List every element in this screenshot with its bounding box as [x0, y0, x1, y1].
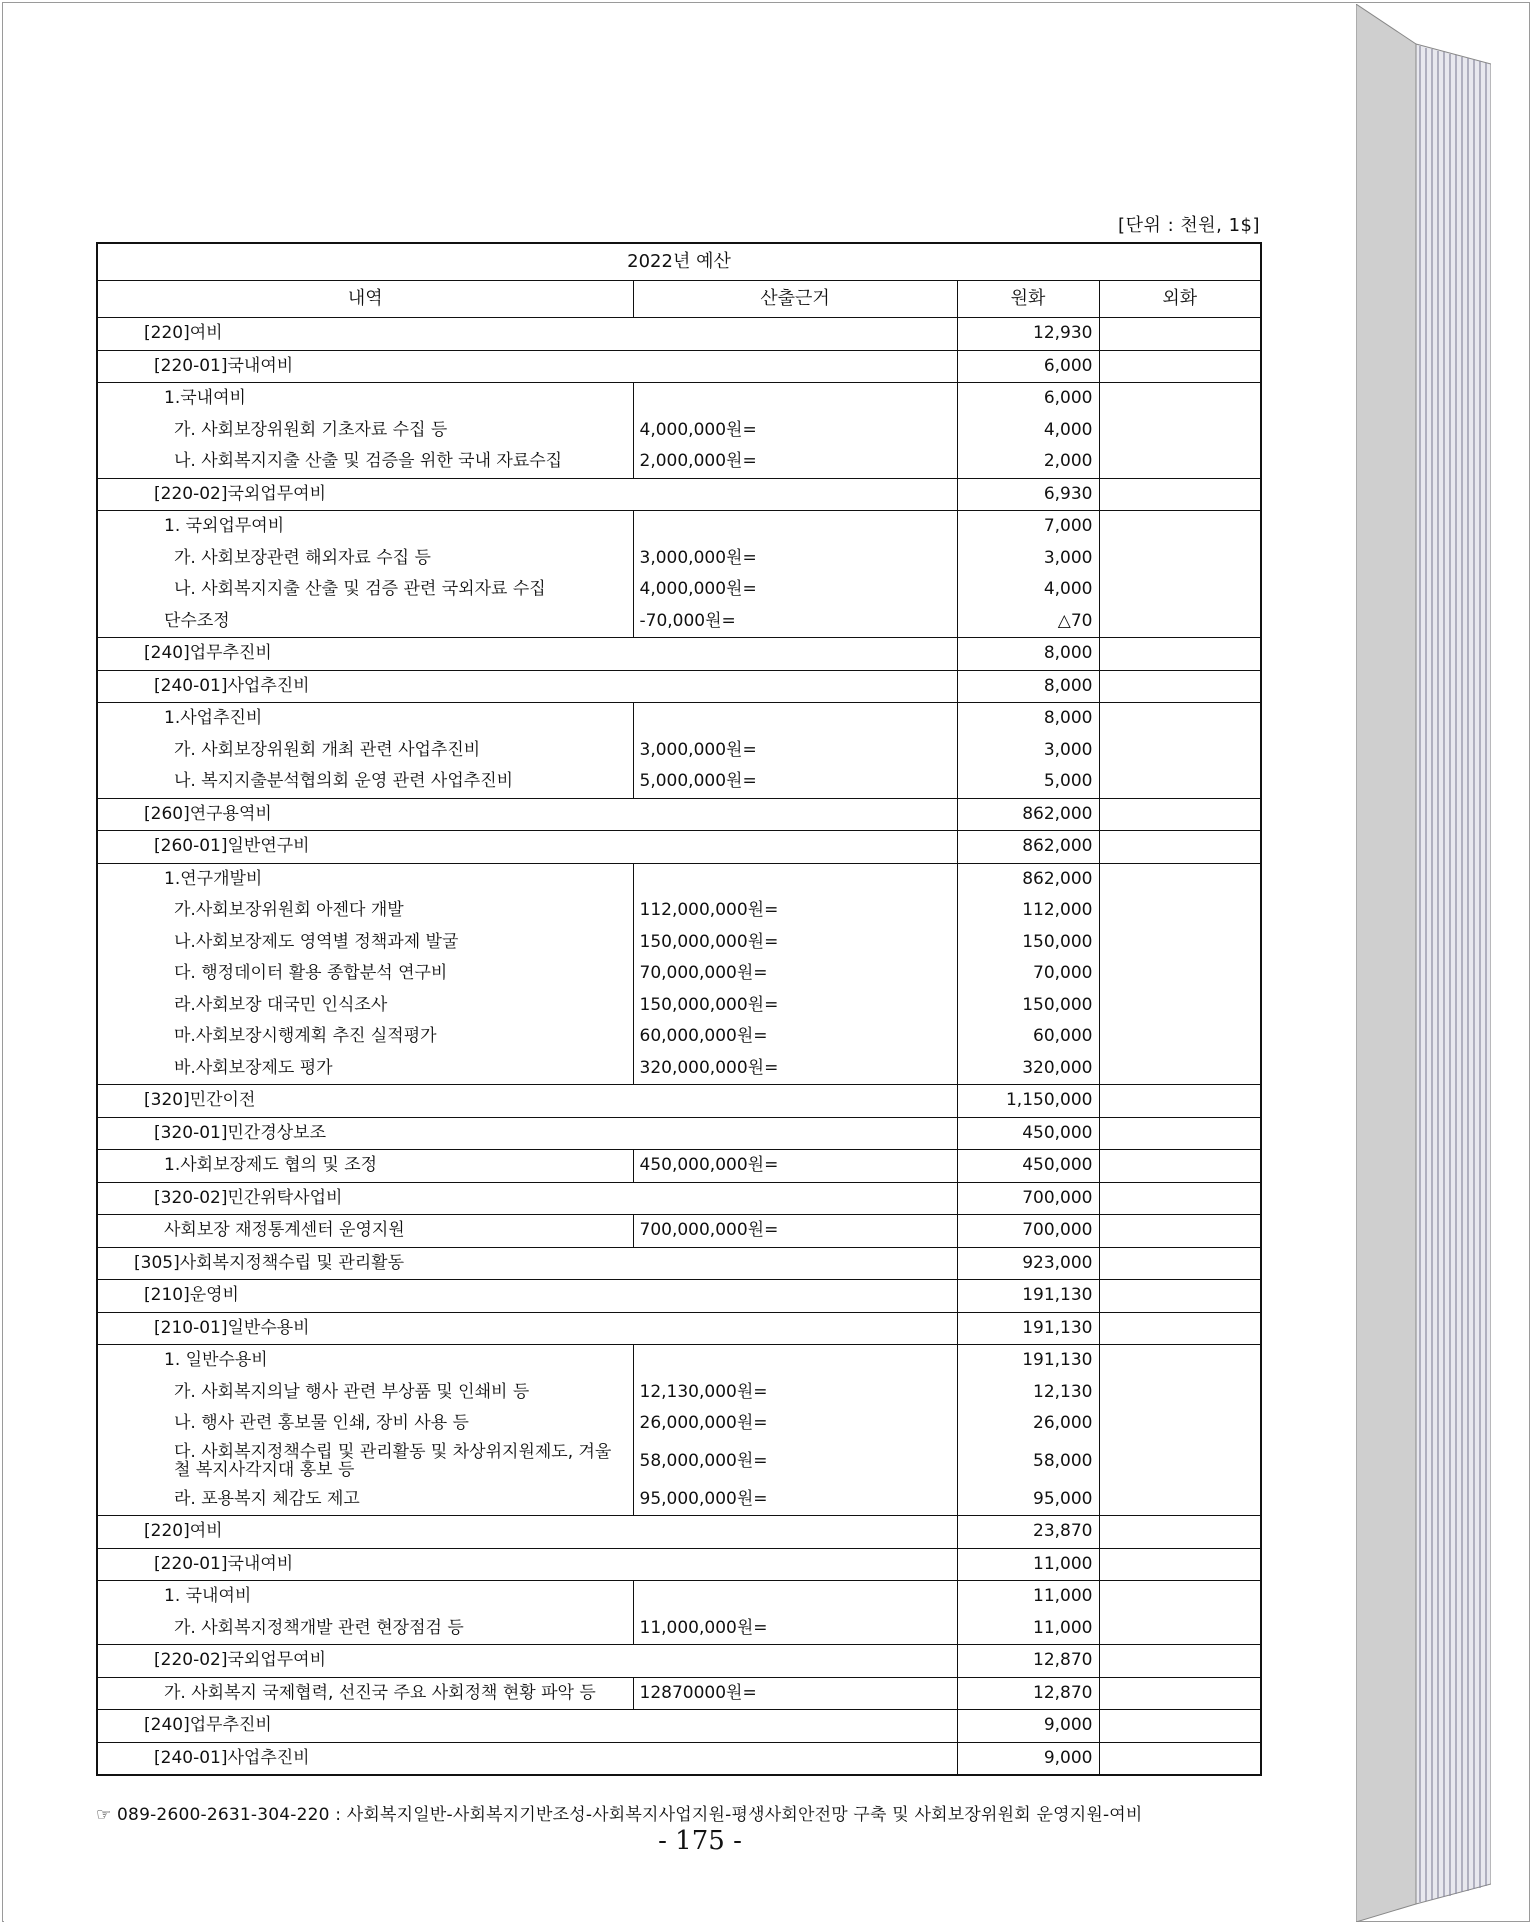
table-row: [97, 1516, 1261, 1549]
page-number: - 175 -: [658, 1826, 742, 1856]
item-cell: 1.연구개발비: [97, 863, 633, 895]
table-row: [97, 574, 1261, 606]
item-cell: 가. 사회복지정책개발 관련 현장점검 등: [97, 1613, 633, 1645]
table-row: [97, 318, 1261, 351]
basis-cell: [633, 1581, 957, 1613]
table-row: [97, 511, 1261, 543]
item-cell: [220]여비: [97, 318, 957, 351]
table-row: [97, 1085, 1261, 1118]
table-row: [97, 766, 1261, 798]
basis-cell: -70,000원=: [633, 606, 957, 638]
foreign-cell: [1099, 831, 1261, 864]
foreign-cell: [1099, 415, 1261, 447]
table-row: [97, 1247, 1261, 1280]
krw-cell: 191,130: [957, 1345, 1099, 1377]
item-cell: 가.사회보장위원회 아젠다 개발: [97, 895, 633, 927]
table-row: [97, 990, 1261, 1022]
krw-cell: 12,130: [957, 1377, 1099, 1409]
krw-cell: 26,000: [957, 1408, 1099, 1440]
basis-cell: 450,000,000원=: [633, 1150, 957, 1183]
krw-cell: 70,000: [957, 958, 1099, 990]
item-cell: 가. 사회보장위원회 기초자료 수집 등: [97, 415, 633, 447]
item-cell: [240]업무추진비: [97, 1710, 957, 1743]
table-row: [97, 1150, 1261, 1183]
foreign-cell: [1099, 1215, 1261, 1248]
basis-cell: [633, 1345, 957, 1377]
table-row: [97, 958, 1261, 990]
table-row: [97, 446, 1261, 478]
unit-note: [단위 : 천원, 1$]: [1118, 215, 1260, 236]
krw-cell: 5,000: [957, 766, 1099, 798]
foreign-cell: [1099, 1710, 1261, 1743]
krw-cell: 7,000: [957, 511, 1099, 543]
header-foreign: 외화: [1099, 281, 1261, 318]
foreign-cell: [1099, 350, 1261, 383]
basis-cell: 58,000,000원=: [633, 1440, 957, 1484]
item-cell: [220-01]국내여비: [97, 1548, 957, 1581]
item-cell: [260]연구용역비: [97, 798, 957, 831]
foreign-cell: [1099, 1484, 1261, 1516]
foreign-cell: [1099, 1440, 1261, 1484]
footnote: ☞ 089-2600-2631-304-220 : 사회복지일반-사회복지기반조성-사회복지사업지원-평생사회안전망 구축 및 사회보장위원회 운영지원-여비: [96, 1805, 1143, 1825]
table-body: [97, 318, 1261, 1776]
table-row: [97, 543, 1261, 575]
basis-cell: [633, 703, 957, 735]
krw-cell: 12,870: [957, 1645, 1099, 1678]
table-row: [97, 703, 1261, 735]
foreign-cell: [1099, 446, 1261, 478]
table-row: [97, 1312, 1261, 1345]
krw-cell: 60,000: [957, 1021, 1099, 1053]
table-row: [97, 1440, 1261, 1484]
foreign-cell: [1099, 574, 1261, 606]
item-cell: 1. 국외업무여비: [97, 511, 633, 543]
foreign-cell: [1099, 1312, 1261, 1345]
krw-cell: 9,000: [957, 1710, 1099, 1743]
table-row: [97, 1215, 1261, 1248]
foreign-cell: [1099, 927, 1261, 959]
basis-cell: 12870000원=: [633, 1677, 957, 1710]
krw-cell: 320,000: [957, 1053, 1099, 1085]
foreign-cell: [1099, 543, 1261, 575]
header-item: 내역: [97, 281, 633, 318]
table-row: [97, 1377, 1261, 1409]
table-row: [97, 831, 1261, 864]
item-cell: [220-02]국외업무여비: [97, 1645, 957, 1678]
basis-cell: 2,000,000원=: [633, 446, 957, 478]
krw-cell: 6,930: [957, 478, 1099, 511]
table-title: 2022년 예산: [97, 243, 1261, 281]
book-page-edges: [1356, 4, 1491, 1922]
item-cell: 바.사회보장제도 평가: [97, 1053, 633, 1085]
krw-cell: 6,000: [957, 383, 1099, 415]
krw-cell: 12,930: [957, 318, 1099, 351]
item-cell: [320-02]민간위탁사업비: [97, 1182, 957, 1215]
krw-cell: 11,000: [957, 1548, 1099, 1581]
foreign-cell: [1099, 1645, 1261, 1678]
krw-cell: 6,000: [957, 350, 1099, 383]
table-row: [97, 1613, 1261, 1645]
foreign-cell: [1099, 318, 1261, 351]
item-cell: 나. 사회복지지출 산출 및 검증을 위한 국내 자료수집: [97, 446, 633, 478]
krw-cell: 862,000: [957, 831, 1099, 864]
item-cell: 가. 사회보장위원회 개최 관련 사업추진비: [97, 735, 633, 767]
krw-cell: 23,870: [957, 1516, 1099, 1549]
foreign-cell: [1099, 1117, 1261, 1150]
krw-cell: 3,000: [957, 735, 1099, 767]
basis-cell: [633, 511, 957, 543]
table-row: [97, 1645, 1261, 1678]
item-cell: 사회보장 재정통계센터 운영지원: [97, 1215, 633, 1248]
table-row: [97, 670, 1261, 703]
foreign-cell: [1099, 958, 1261, 990]
foreign-cell: [1099, 1247, 1261, 1280]
item-cell: 1. 국내여비: [97, 1581, 633, 1613]
table-row: [97, 1484, 1261, 1516]
basis-cell: 12,130,000원=: [633, 1377, 957, 1409]
item-cell: 다. 사회복지정책수립 및 관리활동 및 차상위지원제도, 겨울철 복지사각지대 홍보 등: [97, 1440, 633, 1484]
table-row: [97, 1280, 1261, 1313]
basis-cell: 26,000,000원=: [633, 1408, 957, 1440]
krw-cell: 9,000: [957, 1742, 1099, 1775]
krw-cell: △70: [957, 606, 1099, 638]
krw-cell: 3,000: [957, 543, 1099, 575]
table-row: [97, 927, 1261, 959]
foreign-cell: [1099, 511, 1261, 543]
foreign-cell: [1099, 606, 1261, 638]
table-row: [97, 895, 1261, 927]
foreign-cell: [1099, 766, 1261, 798]
item-cell: 가. 사회복지 국제협력, 선진국 주요 사회정책 현황 파악 등: [97, 1677, 633, 1710]
foreign-cell: [1099, 638, 1261, 671]
item-cell: 마.사회보장시행계획 추진 실적평가: [97, 1021, 633, 1053]
basis-cell: 150,000,000원=: [633, 927, 957, 959]
foreign-cell: [1099, 1150, 1261, 1183]
item-cell: [210]운영비: [97, 1280, 957, 1313]
foreign-cell: [1099, 990, 1261, 1022]
krw-cell: 450,000: [957, 1117, 1099, 1150]
krw-cell: 191,130: [957, 1280, 1099, 1313]
item-cell: [220-02]국외업무여비: [97, 478, 957, 511]
krw-cell: 191,130: [957, 1312, 1099, 1345]
table-row: [97, 383, 1261, 415]
basis-cell: 3,000,000원=: [633, 543, 957, 575]
basis-cell: 70,000,000원=: [633, 958, 957, 990]
krw-cell: 58,000: [957, 1440, 1099, 1484]
item-cell: [220-01]국내여비: [97, 350, 957, 383]
foreign-cell: [1099, 1613, 1261, 1645]
foreign-cell: [1099, 1182, 1261, 1215]
item-cell: [210-01]일반수용비: [97, 1312, 957, 1345]
krw-cell: 4,000: [957, 574, 1099, 606]
krw-cell: 112,000: [957, 895, 1099, 927]
item-cell: 단수조정: [97, 606, 633, 638]
basis-cell: 5,000,000원=: [633, 766, 957, 798]
krw-cell: 1,150,000: [957, 1085, 1099, 1118]
basis-cell: 60,000,000원=: [633, 1021, 957, 1053]
item-cell: [220]여비: [97, 1516, 957, 1549]
foreign-cell: [1099, 1548, 1261, 1581]
table-row: [97, 1021, 1261, 1053]
table-row: [97, 1053, 1261, 1085]
table-row: [97, 1182, 1261, 1215]
krw-cell: 862,000: [957, 863, 1099, 895]
item-cell: 1. 일반수용비: [97, 1345, 633, 1377]
krw-cell: 11,000: [957, 1613, 1099, 1645]
krw-cell: 150,000: [957, 990, 1099, 1022]
krw-cell: 95,000: [957, 1484, 1099, 1516]
item-cell: 나.사회보장제도 영역별 정책과제 발굴: [97, 927, 633, 959]
foreign-cell: [1099, 1345, 1261, 1377]
item-cell: [240-01]사업추진비: [97, 670, 957, 703]
item-cell: 나. 복지지출분석협의회 운영 관련 사업추진비: [97, 766, 633, 798]
foreign-cell: [1099, 703, 1261, 735]
item-cell: 나. 행사 관련 홍보물 인쇄, 장비 사용 등: [97, 1408, 633, 1440]
item-cell: [240-01]사업추진비: [97, 1742, 957, 1775]
basis-cell: 95,000,000원=: [633, 1484, 957, 1516]
table-row: [97, 1345, 1261, 1377]
foreign-cell: [1099, 895, 1261, 927]
krw-cell: 8,000: [957, 703, 1099, 735]
krw-cell: 11,000: [957, 1581, 1099, 1613]
krw-cell: 8,000: [957, 638, 1099, 671]
basis-cell: 320,000,000원=: [633, 1053, 957, 1085]
item-cell: 가. 사회복지의날 행사 관련 부상품 및 인쇄비 등: [97, 1377, 633, 1409]
basis-cell: 150,000,000원=: [633, 990, 957, 1022]
table-row: [97, 478, 1261, 511]
krw-cell: 8,000: [957, 670, 1099, 703]
foreign-cell: [1099, 1677, 1261, 1710]
basis-cell: 112,000,000원=: [633, 895, 957, 927]
foreign-cell: [1099, 478, 1261, 511]
table-row: [97, 350, 1261, 383]
item-cell: [260-01]일반연구비: [97, 831, 957, 864]
table-row: [97, 735, 1261, 767]
item-cell: 가. 사회보장관련 해외자료 수집 등: [97, 543, 633, 575]
foreign-cell: [1099, 1021, 1261, 1053]
foreign-cell: [1099, 1085, 1261, 1118]
item-cell: 다. 행정데이터 활용 종합분석 연구비: [97, 958, 633, 990]
table-row: [97, 798, 1261, 831]
table-row: [97, 1710, 1261, 1743]
foreign-cell: [1099, 1516, 1261, 1549]
foreign-cell: [1099, 383, 1261, 415]
krw-cell: 4,000: [957, 415, 1099, 447]
table-row: [97, 1677, 1261, 1710]
item-cell: [320-01]민간경상보조: [97, 1117, 957, 1150]
foreign-cell: [1099, 1280, 1261, 1313]
basis-cell: [633, 863, 957, 895]
basis-cell: 3,000,000원=: [633, 735, 957, 767]
basis-cell: 700,000,000원=: [633, 1215, 957, 1248]
item-cell: 라.사회보장 대국민 인식조사: [97, 990, 633, 1022]
item-cell: 나. 사회복지지출 산출 및 검증 관련 국외자료 수집: [97, 574, 633, 606]
foreign-cell: [1099, 670, 1261, 703]
budget-table: [96, 242, 1262, 1776]
krw-cell: 700,000: [957, 1182, 1099, 1215]
table-row: [97, 1408, 1261, 1440]
table-row: [97, 1742, 1261, 1775]
krw-cell: 450,000: [957, 1150, 1099, 1183]
krw-cell: 862,000: [957, 798, 1099, 831]
foreign-cell: [1099, 1053, 1261, 1085]
foreign-cell: [1099, 1377, 1261, 1409]
krw-cell: 923,000: [957, 1247, 1099, 1280]
table-row: [97, 606, 1261, 638]
item-cell: [305]사회복지정책수립 및 관리활동: [97, 1247, 957, 1280]
item-cell: [320]민간이전: [97, 1085, 957, 1118]
basis-cell: 11,000,000원=: [633, 1613, 957, 1645]
table-row: [97, 415, 1261, 447]
item-cell: [240]업무추진비: [97, 638, 957, 671]
item-cell: 1.국내여비: [97, 383, 633, 415]
header-basis: 산출근거: [633, 281, 957, 318]
foreign-cell: [1099, 798, 1261, 831]
item-cell: 라. 포용복지 체감도 제고: [97, 1484, 633, 1516]
foreign-cell: [1099, 1742, 1261, 1775]
table-row: [97, 638, 1261, 671]
basis-cell: [633, 383, 957, 415]
item-cell: 1.사회보장제도 협의 및 조정: [97, 1150, 633, 1183]
foreign-cell: [1099, 735, 1261, 767]
foreign-cell: [1099, 1581, 1261, 1613]
basis-cell: 4,000,000원=: [633, 415, 957, 447]
foreign-cell: [1099, 1408, 1261, 1440]
table-row: [97, 863, 1261, 895]
item-cell: 1.사업추진비: [97, 703, 633, 735]
header-krw: 원화: [957, 281, 1099, 318]
basis-cell: 4,000,000원=: [633, 574, 957, 606]
krw-cell: 12,870: [957, 1677, 1099, 1710]
table-row: [97, 1581, 1261, 1613]
krw-cell: 700,000: [957, 1215, 1099, 1248]
table-row: [97, 1548, 1261, 1581]
foreign-cell: [1099, 863, 1261, 895]
table-row: [97, 1117, 1261, 1150]
krw-cell: 150,000: [957, 927, 1099, 959]
krw-cell: 2,000: [957, 446, 1099, 478]
